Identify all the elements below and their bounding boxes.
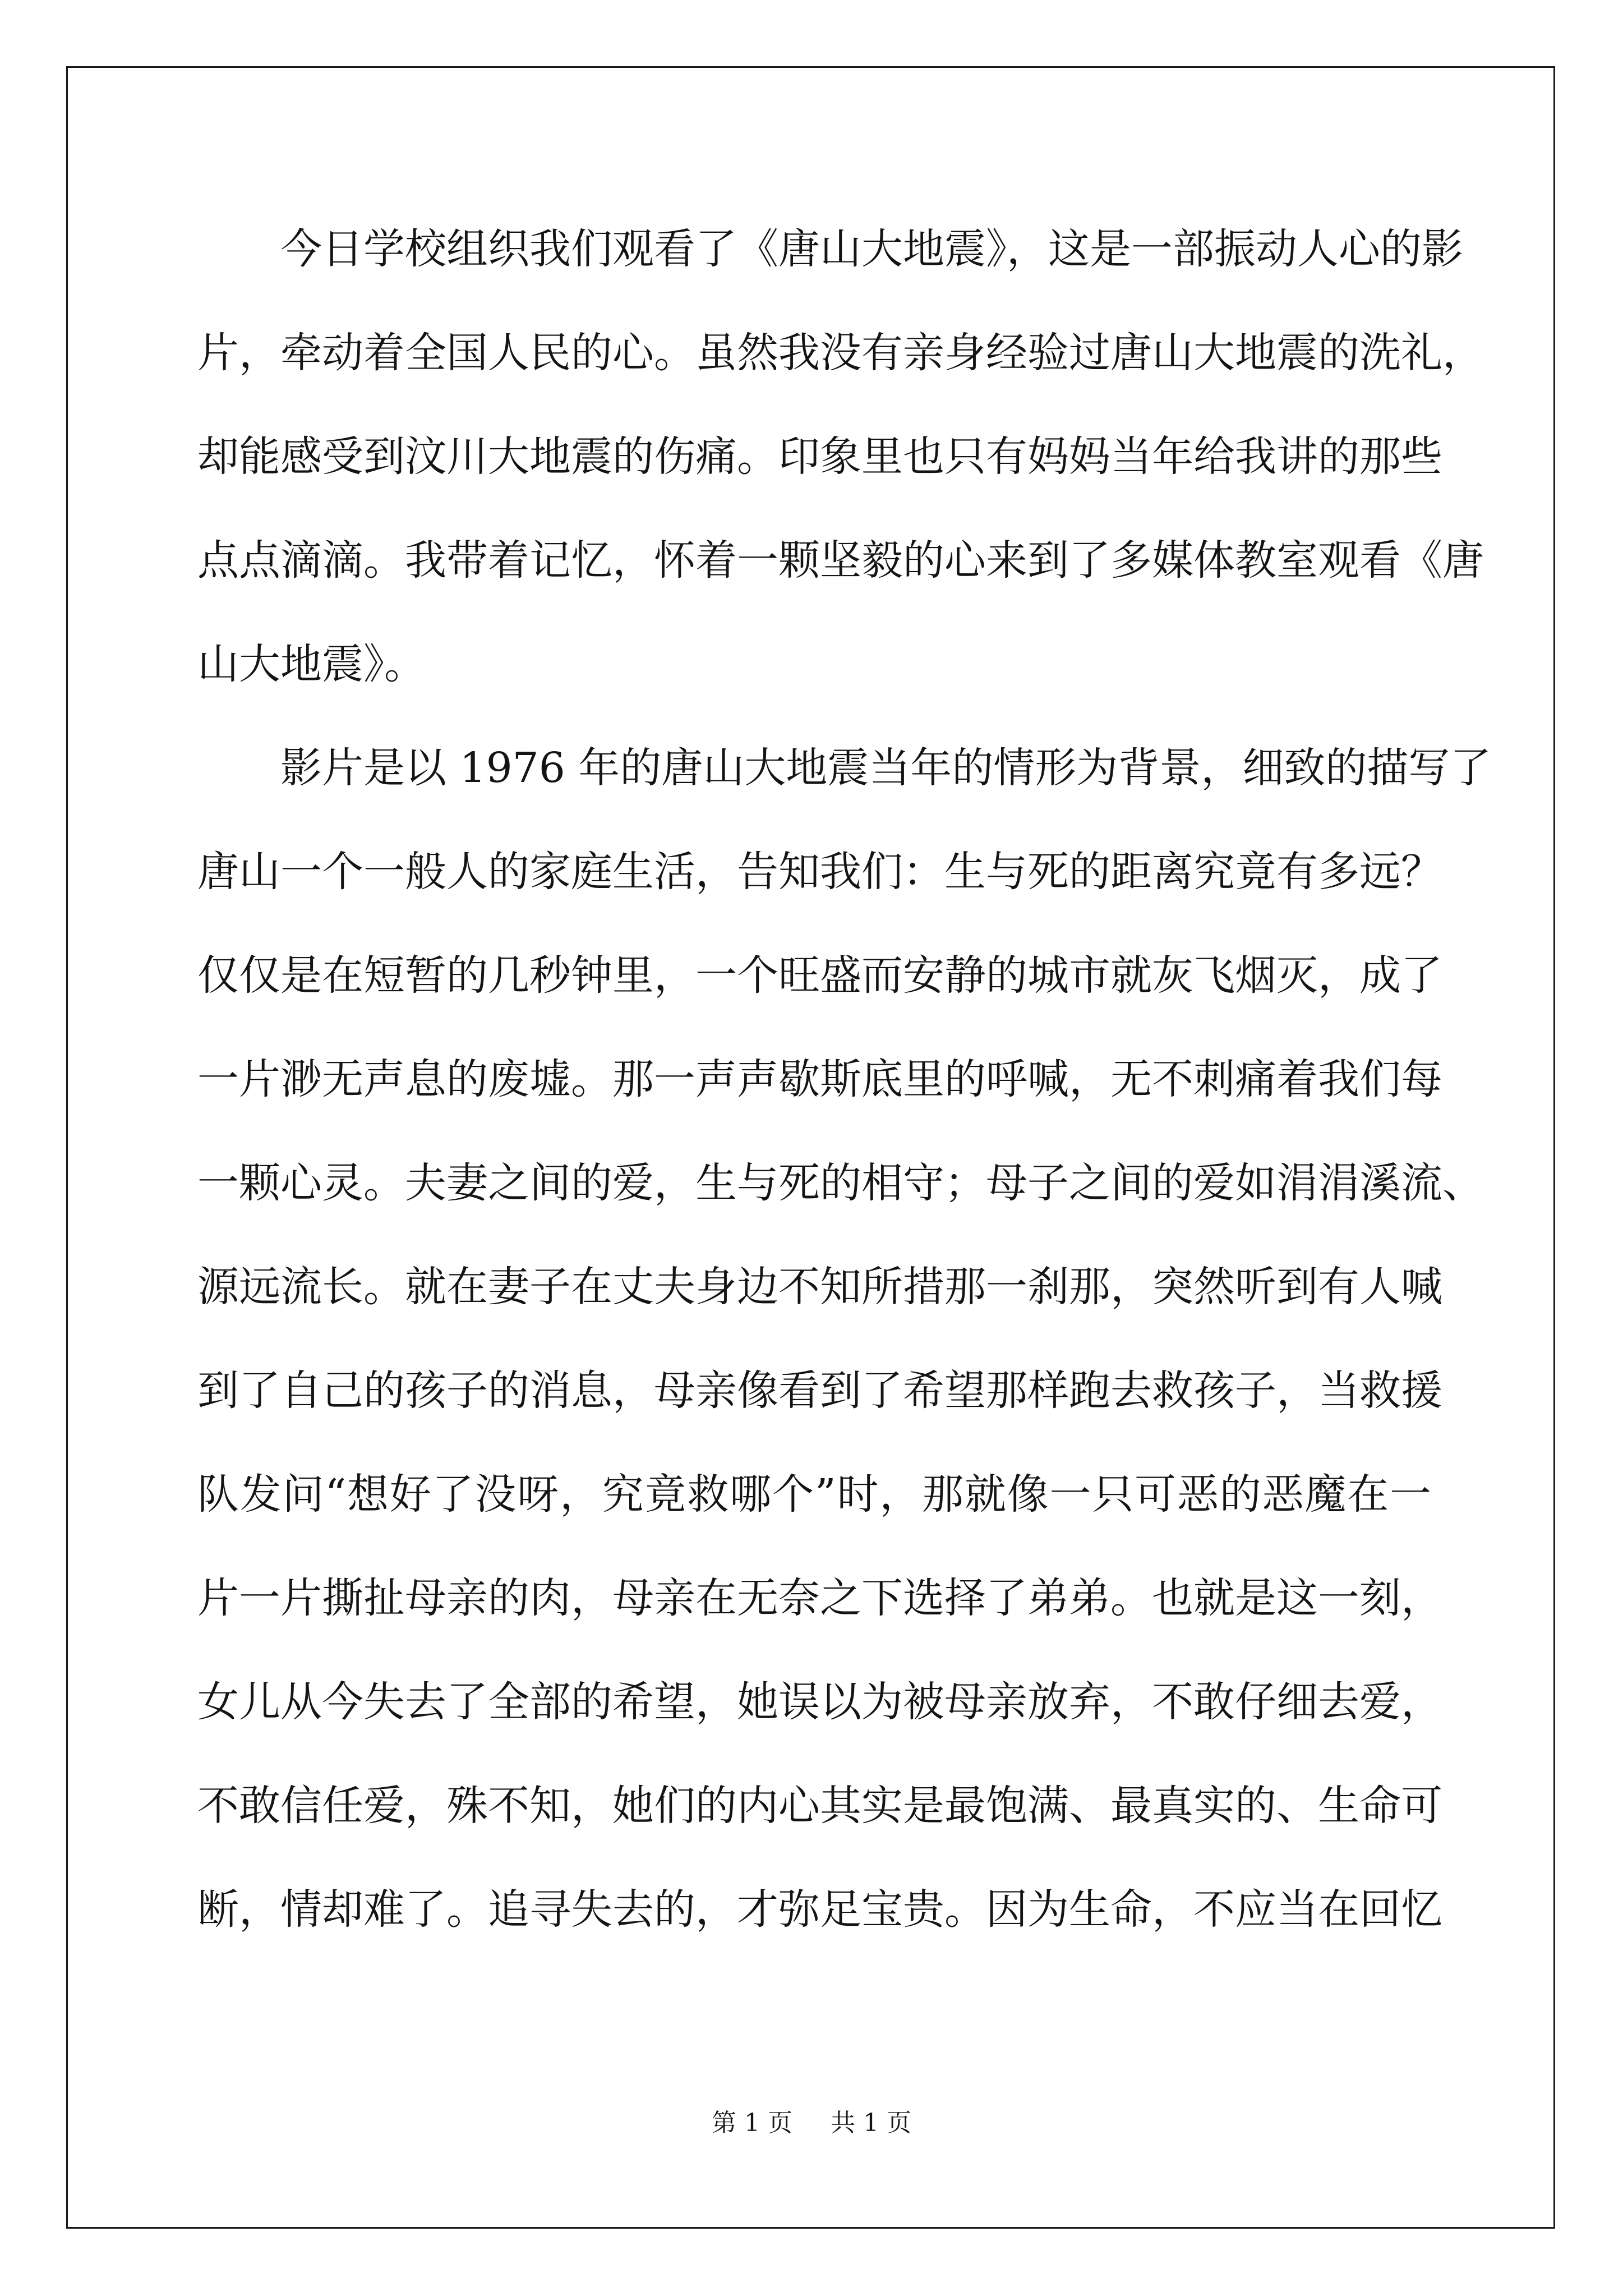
text-line: 到了自己的孩子的消息，母亲像看到了希望那样跑去救孩子，当救援 (197, 1366, 1442, 1415)
text-line: 却能感受到汶川大地震的伤痛。印象里也只有妈妈当年给我讲的那些 (197, 432, 1442, 481)
text-line: 队发问“想好了没呀，究竟救哪个”时，那就像一只可恶的恶魔在一 (197, 1470, 1431, 1519)
text-line: 片，牵动着全国人民的心。虽然我没有亲身经验过唐山大地震的洗礼， (197, 329, 1484, 377)
text-line: 影片是以 1976 年的唐山大地震当年的情形为背景，细致的描写了 (280, 744, 1492, 792)
text-line: 断，情却难了。追寻失去的，才弥足宝贵。因为生命，不应当在回忆 (197, 1885, 1442, 1934)
text-line: 女儿从今失去了全部的希望，她误以为被母亲放弃，不敢仔细去爱， (197, 1678, 1442, 1726)
text-line: 唐山一个一般人的家庭生活，告知我们：生与死的距离究竟有多远？ (197, 848, 1442, 896)
text-line: 点点滴滴。我带着记忆，怀着一颗坚毅的心来到了多媒体教室观看《唐 (197, 536, 1484, 585)
text-line: 仅仅是在短暂的几秒钟里，一个旺盛而安静的城市就灰飞烟灭，成了 (197, 951, 1442, 1000)
page-total: 共 1 页 (831, 2109, 911, 2137)
text-line: 今日学校组织我们观看了《唐山大地震》，这是一部振动人心的影 (280, 225, 1463, 273)
document-body (197, 214, 1492, 1978)
page-number: 第 1 页 (712, 2109, 792, 2137)
text-line: 一颗心灵。夫妻之间的爱，生与死的相守；母子之间的爱如涓涓溪流、 (197, 1159, 1484, 1207)
text-line: 山大地震》。 (197, 640, 426, 688)
text-line: 不敢信任爱，殊不知，她们的内心其实是最饱满、最真实的、生命可 (197, 1782, 1442, 1830)
text-line: 源远流长。就在妻子在丈夫身边不知所措那一刹那，突然听到有人喊 (197, 1263, 1442, 1311)
page-footer (0, 2106, 1623, 2140)
text-line: 片一片撕扯母亲的肉，母亲在无奈之下选择了弟弟。也就是这一刻， (197, 1574, 1442, 1622)
text-line: 一片渺无声息的废墟。那一声声歇斯底里的呼喊，无不刺痛着我们每 (197, 1055, 1442, 1103)
